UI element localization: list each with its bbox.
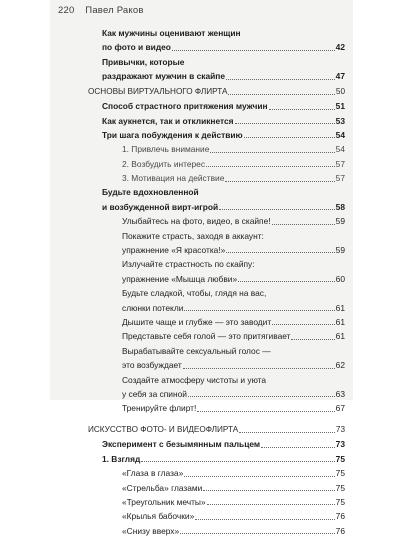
dot-leader [210,152,334,153]
toc-entry-page: 57 [335,158,345,169]
toc-entry-title: упражнение «Мышца любви» [122,273,238,284]
toc-entry-title: «Треугольник мечты» [122,496,206,507]
toc-entry [50,171,353,185]
toc-entry-page: 54 [335,129,345,140]
toc-entry-title: по фото и видео [102,42,171,53]
toc-entry-title: ОСНОВЫ ВИРТУАЛЬНОГО ФЛИРТА [88,86,228,96]
toc-entry-page: 61 [335,302,345,313]
toc-entry-title: 1. Привлечь внимание [122,144,210,155]
toc-entry-title: Тренируйте флирт! [122,403,197,414]
dot-leader [269,109,335,110]
toc-entry-page: 73 [335,439,345,450]
dot-leader [184,476,334,477]
toc-entry-title: «Снизу вверх» [122,525,180,536]
dot-leader [272,224,335,225]
toc-entry [50,69,353,83]
running-header [58,5,144,16]
dot-leader [184,310,334,311]
toc-entry-page: 50 [335,86,345,96]
dot-leader [226,79,335,80]
toc-entry [50,286,353,300]
toc-entry [50,257,353,271]
toc-entry [50,437,353,451]
toc-entry [50,114,353,128]
toc-entry-title: Покажите страсть, заходя в аккаунт: [122,230,264,241]
toc-entry [50,99,353,113]
toc-entry-title: Представьте себя голой — это притягивает [122,331,291,342]
toc-entry-title: Как мужчины оценивают женщин [102,27,241,38]
toc-entry-page: 62 [335,360,345,371]
toc-entry-page: 54 [335,144,345,155]
toc-section-heading [50,84,353,100]
toc-entry [50,495,353,509]
toc-entry-page: 61 [335,317,345,327]
toc-entry-page: 57 [335,173,345,184]
toc-entry [50,301,353,315]
dot-leader [219,209,335,210]
toc-entry [50,272,353,286]
toc-entry-title: Улыбайтесь на фото, видео, в скайпе! [122,216,271,227]
toc-entry-title: это возбуждает [122,360,182,371]
dot-leader [235,123,335,124]
toc-entry-title: Будьте вдохновленной [102,187,199,198]
table-of-contents [50,26,353,538]
toc-entry [50,509,353,523]
toc-entry-title: Дышите чаще и глубже — это заводит [122,317,272,327]
toc-entry-title: Создайте атмосферу чистоты и уюта [122,374,267,385]
toc-entry-title: Вырабатывайте сексуальный голос — [122,345,271,356]
toc-entry-page: 76 [335,525,345,536]
toc-entry [50,40,353,54]
dot-leader [172,50,335,51]
toc-entry-title: Привычки, которые [102,56,185,67]
toc-entry [50,481,353,495]
toc-entry-page: 47 [335,71,345,82]
toc-entry-title: «Стрельба» глазами [122,482,203,493]
toc-entry-title: Как аукнется, так и откликнется [102,115,234,126]
toc-entry [50,401,353,415]
toc-entry-title: 3. Мотивация на действие [122,173,225,184]
dot-leader [291,339,334,340]
author-name: Павел Раков [85,5,144,16]
toc-entry-title: упражнение «Я красотка!» [122,245,226,256]
toc-entry-page: 75 [335,496,345,507]
toc-entry [50,315,353,329]
toc-entry-title: Эксперимент с безымянным пальцем [102,439,261,450]
toc-entry-page: 51 [335,101,345,112]
toc-entry-title: Способ страстного притяжения мужчин [102,101,268,112]
toc-entry [50,142,353,156]
toc-entry [50,243,353,257]
toc-entry-title: «Крылья бабочки» [122,511,195,522]
dot-leader [183,368,335,369]
dot-leader [272,324,334,325]
toc-entry [50,157,353,171]
dot-leader [244,137,335,138]
dot-leader [180,533,335,534]
page-number: 220 [58,5,75,16]
toc-entry [50,387,353,401]
toc-entry-page: 63 [335,388,345,399]
toc-entry-title: слюнки потекли [122,302,184,313]
toc-entry-page: 75 [335,468,345,479]
book-page [50,0,353,536]
toc-entry-page: 61 [335,331,345,342]
toc-entry [50,55,353,69]
toc-entry-page: 59 [335,245,345,256]
toc-section-heading [50,422,353,438]
toc-entry [50,229,353,243]
dot-leader [238,281,335,282]
toc-entry [50,452,353,466]
dot-leader [226,252,334,253]
dot-leader [195,519,334,520]
toc-entry-page: 42 [335,42,345,53]
dot-leader [188,396,335,397]
toc-entry [50,373,353,387]
toc-entry-title: Излучайте страстность по скайпу: [122,259,255,270]
toc-entry [50,200,353,214]
toc-entry [50,524,353,538]
toc-entry-title: ИСКУССТВО ФОТО- И ВИДЕОФЛИРТА [88,424,239,434]
toc-entry-page: 53 [335,115,345,126]
toc-entry [50,128,353,142]
toc-entry-title: «Глаза в глаза» [122,468,184,479]
toc-entry [50,466,353,480]
dot-leader [141,461,334,462]
dot-leader [239,432,335,433]
dot-leader [197,411,334,412]
toc-entry-page: 58 [335,201,345,212]
toc-entry-title: раздражают мужчин в скайпе [102,71,226,82]
toc-entry-title: Будьте сладкой, чтобы, глядя на вас, [122,288,267,299]
toc-entry-page: 75 [335,482,345,493]
toc-entry-title: у себя за спиной [122,388,187,399]
toc-entry-page: 59 [335,216,345,227]
toc-entry [50,26,353,40]
toc-entry-page: 76 [335,511,345,522]
dot-leader [207,504,335,505]
toc-entry-title: 2. Возбудить интерес [122,158,206,169]
toc-entry [50,186,353,200]
toc-entry-page: 75 [335,453,345,464]
dot-leader [206,166,335,167]
toc-entry-page: 73 [335,424,345,434]
toc-entry-title: и возбужденной вирт-игрой [102,201,219,212]
toc-entry-title: Три шага побуждения к действию [102,129,243,140]
toc-entry [50,344,353,358]
dot-leader [203,490,334,491]
toc-entry [50,329,353,343]
toc-entry [50,358,353,372]
toc-entry [50,214,353,228]
toc-entry-title: 1. Взгляд [102,453,141,464]
dot-leader [228,94,334,95]
dot-leader [261,447,335,448]
dot-leader [225,181,334,182]
toc-entry-page: 60 [335,273,345,284]
toc-entry-page: 67 [335,403,345,414]
